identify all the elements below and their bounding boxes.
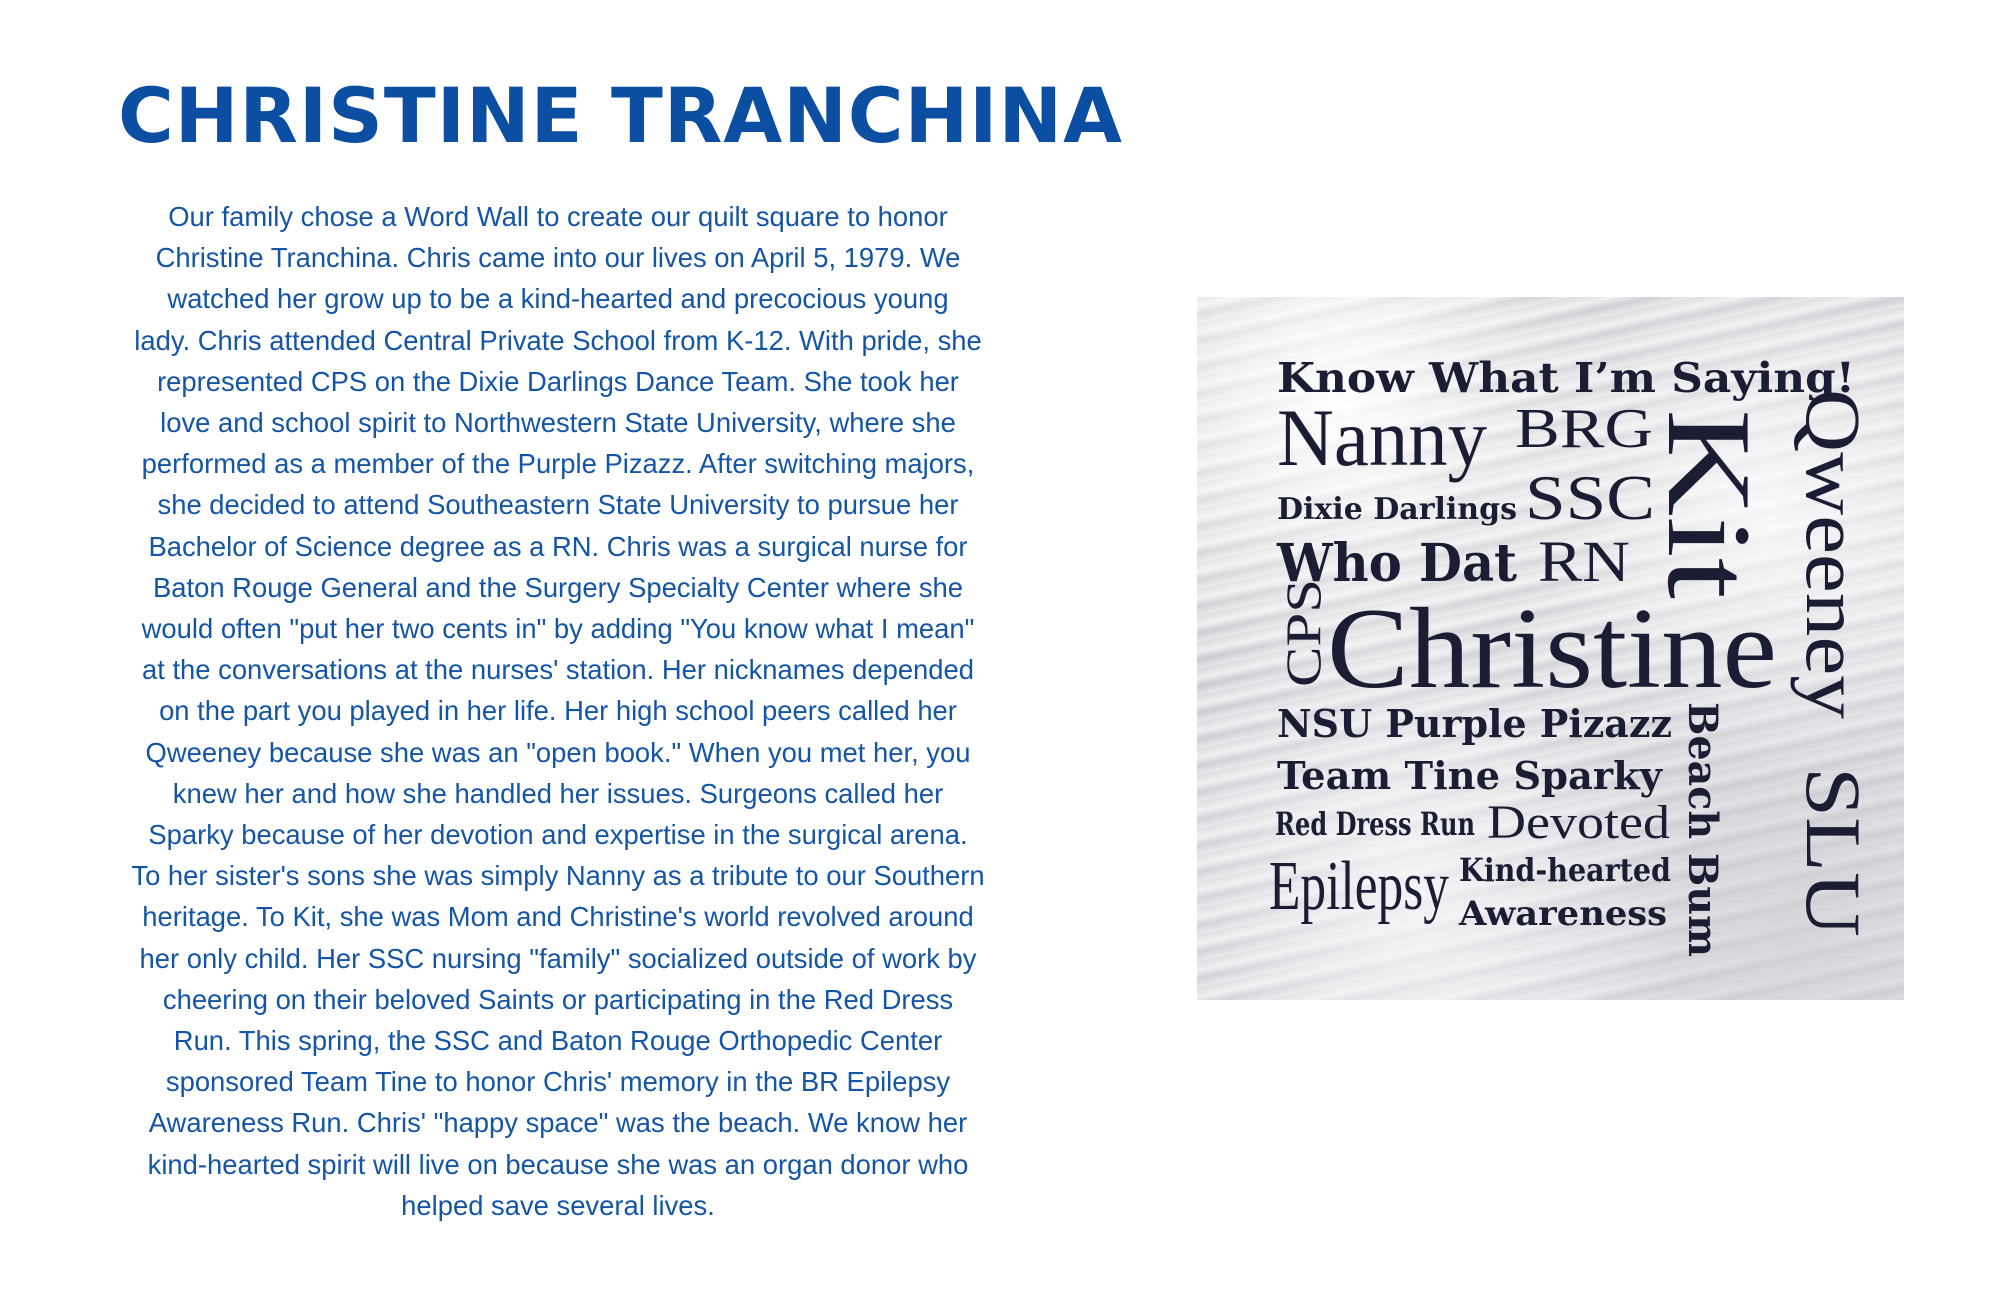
tribute-text: [112, 196, 1004, 1226]
quilt-word: Team Tine Sparky: [1277, 753, 1663, 798]
quilt-word: SSC: [1525, 462, 1655, 533]
tribute-line: helped save several lives.: [401, 1189, 715, 1221]
quilt-word: Beach Bum: [1679, 702, 1726, 960]
tribute-line: heritage. To Kit, she was Mom and Christine's world revolved around: [142, 901, 974, 933]
quilt-word: Kit: [1643, 409, 1776, 563]
tribute-line: would often "put her two cents in" by adding "You know what I mean": [141, 613, 975, 645]
quilt-word-wall: [1197, 297, 1904, 1000]
tribute-line: Run. This spring, the SSC and Baton Rouge Orthopedic Center: [173, 1025, 943, 1057]
tribute-line: her only child. Her SSC nursing "family" socialized outside of work by: [139, 942, 977, 974]
tribute-line: Sparky because of her devotion and expertise in the surgical arena.: [148, 819, 968, 851]
tribute-line: Awareness Run. Chris' "happy space" was the beach. We know her: [148, 1107, 968, 1139]
page-title: CHRISTINE TRANCHINA: [118, 71, 1123, 160]
quilt-word: Qweeney: [1790, 389, 1877, 684]
tribute-line: represented CPS on the Dixie Darlings Dance Team. She took her: [157, 365, 959, 397]
quilt-word: Kind-hearted: [1459, 851, 1671, 889]
quilt-word: Awareness: [1457, 894, 1667, 934]
tribute-line: cheering on their beloved Saints or participating in the Red Dress: [162, 983, 954, 1015]
quilt-word: SLU: [1790, 767, 1877, 915]
tribute-line: watched her grow up to be a kind-hearted and precocious young: [167, 283, 949, 315]
quilt-word: Dixie Darlings: [1277, 492, 1517, 527]
quilt-word: Red Dress Run: [1275, 805, 1475, 843]
tribute-line: Christine Tranchina. Chris came into our lives on April 5, 1979. We: [155, 242, 961, 274]
tribute-line: lady. Chris attended Central Private School from K-12. With pride, she: [134, 324, 982, 356]
tribute-line: Baton Rouge General and the Surgery Specialty Center where she: [152, 571, 964, 603]
tribute-line: at the conversations at the nurses' station. Her nicknames depended: [141, 654, 974, 686]
tribute-line: she decided to attend Southeastern State University to pursue her: [157, 489, 959, 521]
tribute-line: Qweeney because she was an "open book." When you met her, you: [145, 736, 971, 768]
quilt-word: Who Dat: [1276, 533, 1517, 594]
quilt-word: Devoted: [1487, 796, 1670, 849]
tribute-line: To her sister's sons she was simply Nanny as a tribute to our Southern: [131, 860, 985, 892]
tribute-line: Our family chose a Word Wall to create our quilt square to honor: [168, 201, 948, 232]
quilt-word: Nanny: [1277, 392, 1487, 483]
tribute-line: kind-hearted spirit will live on because she was an organ donor who: [147, 1148, 969, 1180]
quilt-word: Christine: [1327, 585, 1777, 713]
quilt-word: BRG: [1515, 398, 1653, 460]
tribute-line: knew her and how she handled her issues. Surgeons called her: [172, 777, 944, 809]
tribute-line: performed as a member of the Purple Pizazz. After switching majors,: [141, 448, 975, 480]
tribute-line: Bachelor of Science degree as a RN. Chris was a surgical nurse for: [148, 530, 968, 562]
quilt-word: Epilepsy: [1269, 848, 1449, 925]
quilt-word: RN: [1538, 529, 1630, 594]
quilt-square-image: [1197, 297, 1904, 1000]
tribute-line: on the part you played in her life. Her high school peers called her: [159, 695, 957, 727]
quilt-word: CPS: [1275, 598, 1331, 687]
tribute-line: sponsored Team Tine to honor Chris' memory in the BR Epilepsy: [165, 1066, 951, 1098]
quilt-word: NSU Purple Pizazz: [1277, 701, 1672, 746]
tribute-line: love and school spirit to Northwestern State University, where she: [160, 407, 956, 439]
quilt-word: Know What I’m Saying!: [1277, 354, 1855, 402]
